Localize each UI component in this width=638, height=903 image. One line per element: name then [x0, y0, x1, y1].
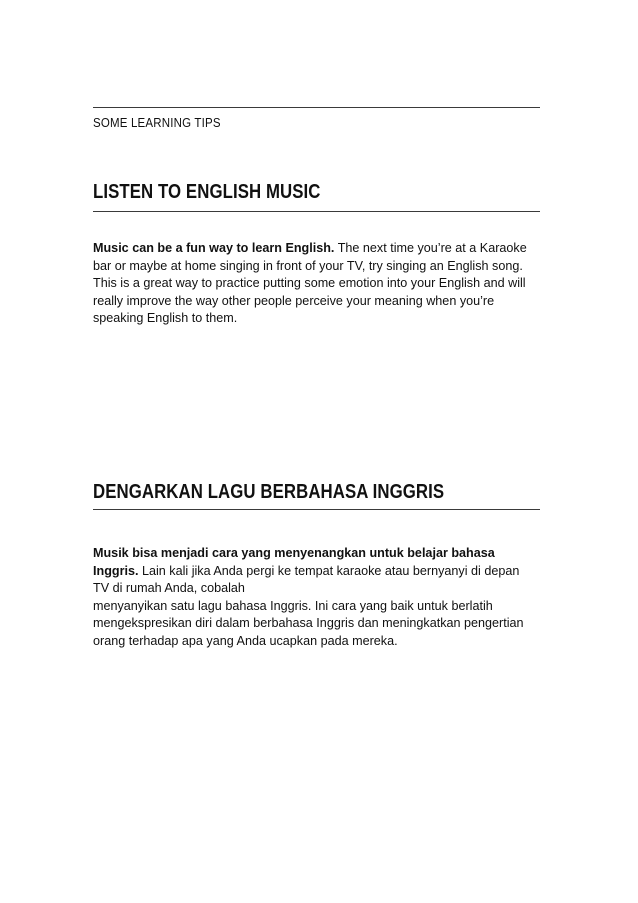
indonesian-heading-divider: [93, 509, 540, 510]
english-paragraph-line-2: bar or maybe at home singing in front of your TV, try singing an English song.: [93, 258, 523, 273]
english-section-heading: LISTEN TO ENGLISH MUSIC: [93, 181, 321, 203]
english-paragraph-line-5: speaking English to them.: [93, 311, 238, 326]
indonesian-section-heading: DENGARKAN LAGU BERBAHASA INGGRIS: [93, 481, 445, 503]
indonesian-paragraph-line-1: [93, 545, 545, 563]
indonesian-paragraph-line-2: Inggris. Lain kali jika Anda pergi ke tempat karaoke atau bernyanyi di depan: [93, 563, 520, 578]
indonesian-paragraph-line-3: TV di rumah Anda, cobalah: [93, 581, 245, 596]
top-divider: [93, 107, 540, 108]
english-heading-divider: [93, 211, 540, 212]
english-paragraph: [93, 240, 545, 328]
english-paragraph-line-3: This is a great way to practice putting some emotion into your English and will: [93, 276, 526, 291]
english-paragraph-line-4: really improve the way other people perceive your meaning when you’re: [93, 293, 495, 308]
indonesian-lead-sentence-part-1: Musik bisa menjadi cara yang menyenangkan untuk belajar bahasa: [93, 546, 495, 560]
indonesian-paragraph-line-4: menyanyikan satu lagu bahasa Inggris. Ini cara yang baik untuk berlatih: [93, 598, 493, 613]
english-paragraph-line-1: Music can be a fun way to learn English. The next time you’re at a Karaoke: [93, 241, 527, 255]
english-lead-sentence: Music can be a fun way to learn English.: [93, 241, 335, 255]
indonesian-paragraph-line-5: mengekspresikan diri dalam berbahasa Inggris dan meningkatkan pengertian: [93, 616, 524, 631]
section-kicker: SOME LEARNING TIPS: [93, 116, 221, 130]
indonesian-lead-sentence-part-2: Inggris.: [93, 563, 139, 578]
indonesian-paragraph: [93, 545, 545, 651]
indonesian-paragraph-line-6: orang terhadap apa yang Anda ucapkan pada mereka.: [93, 633, 398, 648]
